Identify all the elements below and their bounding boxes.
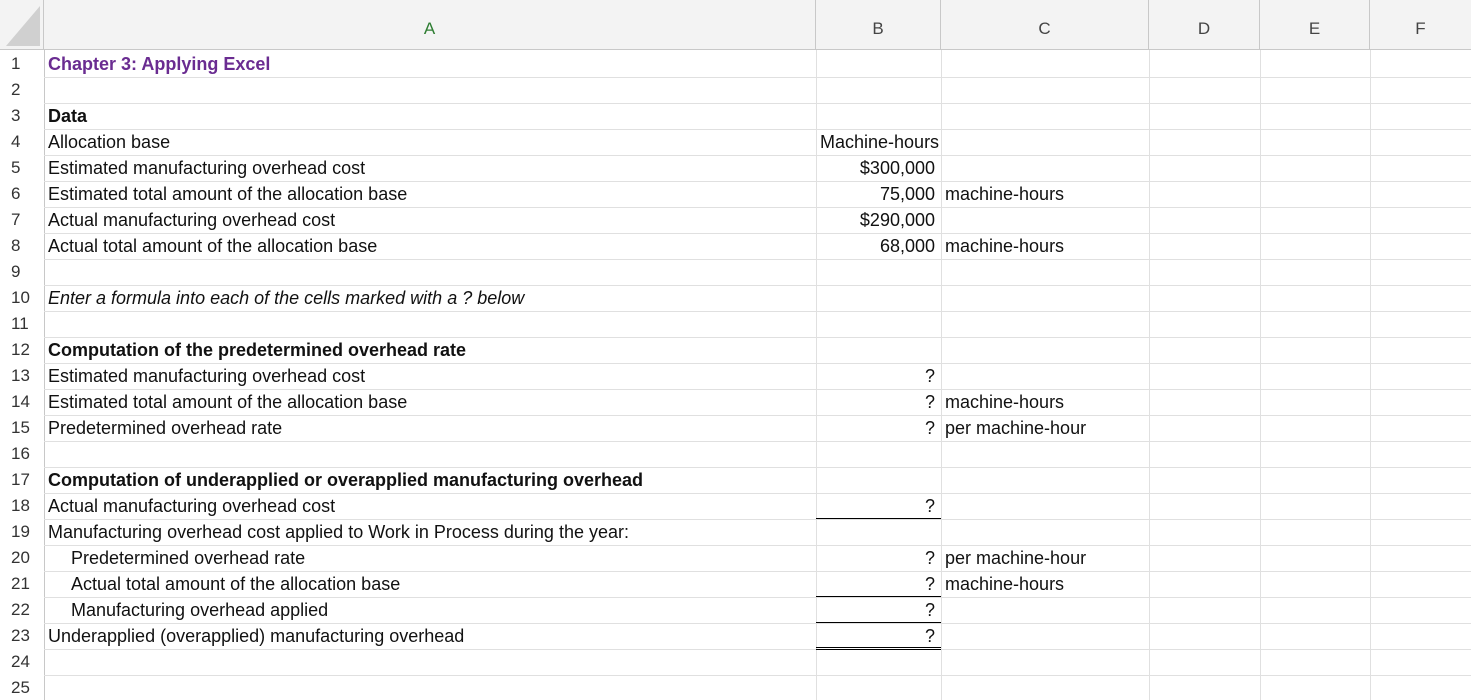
cell-e14[interactable] bbox=[1260, 389, 1370, 415]
cell-c5[interactable] bbox=[941, 155, 1149, 181]
cell-f23[interactable] bbox=[1370, 623, 1471, 649]
cell-a9[interactable] bbox=[44, 259, 816, 285]
cell-f19[interactable] bbox=[1370, 519, 1471, 545]
cell-e12[interactable] bbox=[1260, 337, 1370, 363]
cell-e17[interactable] bbox=[1260, 467, 1370, 493]
cell-e3[interactable] bbox=[1260, 103, 1370, 129]
cell-d2[interactable] bbox=[1149, 77, 1260, 103]
cell-a23[interactable]: Underapplied (overapplied) manufacturing overhead bbox=[48, 625, 465, 646]
cell-d9[interactable] bbox=[1149, 259, 1260, 285]
cell-f24[interactable] bbox=[1370, 649, 1471, 675]
cell-f13[interactable] bbox=[1370, 363, 1471, 389]
cell-a2[interactable] bbox=[44, 77, 816, 103]
cell-d19[interactable] bbox=[1149, 519, 1260, 545]
cell-d22[interactable] bbox=[1149, 597, 1260, 623]
cell-e19[interactable] bbox=[1260, 519, 1370, 545]
cell-e9[interactable] bbox=[1260, 259, 1370, 285]
cell-c11[interactable] bbox=[941, 311, 1149, 337]
cell-a7[interactable]: Actual manufacturing overhead cost bbox=[48, 209, 336, 230]
row-header-18[interactable]: 18 bbox=[0, 493, 44, 519]
cell-b18-bottom-border bbox=[816, 518, 941, 519]
cell-c21[interactable]: machine-hours bbox=[945, 573, 1065, 594]
row-header-1[interactable]: 1 bbox=[0, 51, 44, 77]
cell-b1[interactable] bbox=[816, 51, 941, 77]
cell-e11[interactable] bbox=[1260, 311, 1370, 337]
column-header-d[interactable]: D bbox=[1149, 0, 1260, 50]
cell-c24[interactable] bbox=[941, 649, 1149, 675]
cell-e15[interactable] bbox=[1260, 415, 1370, 441]
cell-d10[interactable] bbox=[1149, 285, 1260, 311]
cell-d6[interactable] bbox=[1149, 181, 1260, 207]
row-header-4[interactable]: 4 bbox=[0, 129, 44, 155]
cell-a6[interactable]: Estimated total amount of the allocation base bbox=[48, 183, 408, 204]
cell-a16[interactable] bbox=[44, 441, 816, 467]
cell-e13[interactable] bbox=[1260, 363, 1370, 389]
cell-a13[interactable]: Estimated manufacturing overhead cost bbox=[48, 365, 366, 386]
cell-b21[interactable]: ? bbox=[924, 573, 935, 594]
cell-c23[interactable] bbox=[941, 623, 1149, 649]
cell-a24[interactable] bbox=[44, 649, 816, 675]
column-header-f[interactable]: F bbox=[1370, 0, 1471, 50]
cell-d20[interactable] bbox=[1149, 545, 1260, 571]
cell-a4[interactable]: Allocation base bbox=[48, 131, 171, 152]
cell-f7[interactable] bbox=[1370, 207, 1471, 233]
row-header-23[interactable]: 23 bbox=[0, 623, 44, 649]
row-header-5[interactable]: 5 bbox=[0, 155, 44, 181]
cell-b16[interactable] bbox=[816, 441, 941, 467]
cell-f11[interactable] bbox=[1370, 311, 1471, 337]
row-header-8[interactable]: 8 bbox=[0, 233, 44, 259]
cell-b6[interactable]: 75,000 bbox=[879, 183, 935, 204]
cell-c8[interactable]: machine-hours bbox=[945, 235, 1065, 256]
cell-a22[interactable]: Manufacturing overhead applied bbox=[71, 599, 329, 620]
cell-d12[interactable] bbox=[1149, 337, 1260, 363]
cell-b20[interactable]: ? bbox=[924, 547, 935, 568]
cell-f4[interactable] bbox=[1370, 129, 1471, 155]
cell-b7[interactable]: $290,000 bbox=[859, 209, 935, 230]
cell-f25[interactable] bbox=[1370, 675, 1471, 700]
cell-d21[interactable] bbox=[1149, 571, 1260, 597]
row-header-3[interactable]: 3 bbox=[0, 103, 44, 129]
select-all-corner[interactable] bbox=[0, 0, 44, 50]
cell-b10[interactable] bbox=[816, 285, 941, 311]
select-all-triangle-icon bbox=[6, 6, 40, 46]
cell-a8[interactable]: Actual total amount of the allocation base bbox=[48, 235, 378, 256]
cell-b18[interactable]: ? bbox=[924, 495, 935, 516]
cell-f16[interactable] bbox=[1370, 441, 1471, 467]
cell-b14[interactable]: ? bbox=[924, 391, 935, 412]
cell-f5[interactable] bbox=[1370, 155, 1471, 181]
cell-e6[interactable] bbox=[1260, 181, 1370, 207]
cell-f18[interactable] bbox=[1370, 493, 1471, 519]
cell-b19[interactable] bbox=[816, 519, 941, 545]
row-header-6[interactable]: 6 bbox=[0, 181, 44, 207]
cell-a17[interactable]: Computation of underapplied or overapplied manufacturing overhead bbox=[48, 469, 644, 490]
cell-d25[interactable] bbox=[1149, 675, 1260, 700]
cell-c10[interactable] bbox=[941, 285, 1149, 311]
row-header-21[interactable]: 21 bbox=[0, 571, 44, 597]
cell-f21[interactable] bbox=[1370, 571, 1471, 597]
cell-f10[interactable] bbox=[1370, 285, 1471, 311]
row-header-22[interactable]: 22 bbox=[0, 597, 44, 623]
cell-b5[interactable]: $300,000 bbox=[859, 157, 935, 178]
cell-a11[interactable] bbox=[44, 311, 816, 337]
cell-d13[interactable] bbox=[1149, 363, 1260, 389]
cell-b13[interactable]: ? bbox=[924, 365, 935, 386]
row-header-25[interactable]: 25 bbox=[0, 675, 44, 700]
cell-e20[interactable] bbox=[1260, 545, 1370, 571]
cell-e24[interactable] bbox=[1260, 649, 1370, 675]
cell-c19[interactable] bbox=[941, 519, 1149, 545]
cell-b2[interactable] bbox=[816, 77, 941, 103]
column-header-a[interactable]: A bbox=[44, 0, 816, 50]
row-header-9[interactable]: 9 bbox=[0, 259, 44, 285]
cell-b21-bottom-border bbox=[816, 596, 941, 597]
cell-e21[interactable] bbox=[1260, 571, 1370, 597]
cell-c6[interactable]: machine-hours bbox=[945, 183, 1065, 204]
cell-f22[interactable] bbox=[1370, 597, 1471, 623]
cell-a3[interactable]: Data bbox=[48, 105, 88, 126]
cell-f6[interactable] bbox=[1370, 181, 1471, 207]
cell-c7[interactable] bbox=[941, 207, 1149, 233]
cell-b9[interactable] bbox=[816, 259, 941, 285]
cell-e4[interactable] bbox=[1260, 129, 1370, 155]
cell-b22-bottom-border bbox=[816, 622, 941, 623]
cell-e22[interactable] bbox=[1260, 597, 1370, 623]
cell-b24[interactable] bbox=[816, 649, 941, 675]
cell-c20[interactable]: per machine-hour bbox=[945, 547, 1087, 568]
cell-c4[interactable] bbox=[941, 129, 1149, 155]
cell-b12[interactable] bbox=[816, 337, 941, 363]
cell-a21[interactable]: Actual total amount of the allocation base bbox=[71, 573, 401, 594]
row-header-17[interactable]: 17 bbox=[0, 467, 44, 493]
cell-a19[interactable]: Manufacturing overhead cost applied to Work in Process during the year: bbox=[48, 521, 629, 542]
cell-c14[interactable]: machine-hours bbox=[945, 391, 1065, 412]
cell-c16[interactable] bbox=[941, 441, 1149, 467]
row-header-16[interactable]: 16 bbox=[0, 441, 44, 467]
cell-d1[interactable] bbox=[1149, 51, 1260, 77]
column-header-e[interactable]: E bbox=[1260, 0, 1370, 50]
row-header-11[interactable]: 11 bbox=[0, 311, 44, 337]
cell-a20[interactable]: Predetermined overhead rate bbox=[71, 547, 306, 568]
cell-f9[interactable] bbox=[1370, 259, 1471, 285]
cell-d14[interactable] bbox=[1149, 389, 1260, 415]
cell-d5[interactable] bbox=[1149, 155, 1260, 181]
cell-f15[interactable] bbox=[1370, 415, 1471, 441]
cell-e8[interactable] bbox=[1260, 233, 1370, 259]
cell-b22[interactable]: ? bbox=[924, 599, 935, 620]
cell-e23[interactable] bbox=[1260, 623, 1370, 649]
cell-c3[interactable] bbox=[941, 103, 1149, 129]
cell-e7[interactable] bbox=[1260, 207, 1370, 233]
cell-c13[interactable] bbox=[941, 363, 1149, 389]
cell-d7[interactable] bbox=[1149, 207, 1260, 233]
cell-c9[interactable] bbox=[941, 259, 1149, 285]
cell-f17[interactable] bbox=[1370, 467, 1471, 493]
row-header-13[interactable]: 13 bbox=[0, 363, 44, 389]
cell-c2[interactable] bbox=[941, 77, 1149, 103]
cell-b17[interactable] bbox=[816, 467, 941, 493]
cell-b23-double-bottom-border bbox=[816, 647, 941, 650]
cell-c18[interactable] bbox=[941, 493, 1149, 519]
row-header-7[interactable]: 7 bbox=[0, 207, 44, 233]
column-header-b[interactable]: B bbox=[816, 0, 941, 50]
cell-a10[interactable]: Enter a formula into each of the cells marked with a ? below bbox=[48, 287, 525, 308]
row-header-15[interactable]: 15 bbox=[0, 415, 44, 441]
row-header-19[interactable]: 19 bbox=[0, 519, 44, 545]
cell-e10[interactable] bbox=[1260, 285, 1370, 311]
cell-c1[interactable] bbox=[941, 51, 1149, 77]
cell-c12[interactable] bbox=[941, 337, 1149, 363]
cell-a18[interactable]: Actual manufacturing overhead cost bbox=[48, 495, 336, 516]
cell-e16[interactable] bbox=[1260, 441, 1370, 467]
cell-f8[interactable] bbox=[1370, 233, 1471, 259]
cell-d24[interactable] bbox=[1149, 649, 1260, 675]
cell-a15[interactable]: Predetermined overhead rate bbox=[48, 417, 283, 438]
cell-d18[interactable] bbox=[1149, 493, 1260, 519]
row-header-14[interactable]: 14 bbox=[0, 389, 44, 415]
cell-a5[interactable]: Estimated manufacturing overhead cost bbox=[48, 157, 366, 178]
cell-a12[interactable]: Computation of the predetermined overhead rate bbox=[48, 339, 467, 360]
cell-e2[interactable] bbox=[1260, 77, 1370, 103]
cell-b8[interactable]: 68,000 bbox=[879, 235, 935, 256]
cell-f12[interactable] bbox=[1370, 337, 1471, 363]
cell-d8[interactable] bbox=[1149, 233, 1260, 259]
column-header-c[interactable]: C bbox=[941, 0, 1149, 50]
cell-d17[interactable] bbox=[1149, 467, 1260, 493]
cell-d15[interactable] bbox=[1149, 415, 1260, 441]
cell-b15[interactable]: ? bbox=[924, 417, 935, 438]
cell-e5[interactable] bbox=[1260, 155, 1370, 181]
cell-c15[interactable]: per machine-hour bbox=[945, 417, 1087, 438]
cell-f1[interactable] bbox=[1370, 51, 1471, 77]
cell-d4[interactable] bbox=[1149, 129, 1260, 155]
row-header-2[interactable]: 2 bbox=[0, 77, 44, 103]
cell-a25[interactable] bbox=[44, 675, 816, 700]
cell-c17[interactable] bbox=[941, 467, 1149, 493]
cell-b11[interactable] bbox=[816, 311, 941, 337]
cell-d23[interactable] bbox=[1149, 623, 1260, 649]
cell-e1[interactable] bbox=[1260, 51, 1370, 77]
cell-d16[interactable] bbox=[1149, 441, 1260, 467]
cell-a1[interactable]: Chapter 3: Applying Excel bbox=[48, 53, 271, 74]
row-header-12[interactable]: 12 bbox=[0, 337, 44, 363]
cell-e25[interactable] bbox=[1260, 675, 1370, 700]
cell-f3[interactable] bbox=[1370, 103, 1471, 129]
cell-b25[interactable] bbox=[816, 675, 941, 700]
cell-c22[interactable] bbox=[941, 597, 1149, 623]
cell-b23[interactable]: ? bbox=[924, 625, 935, 646]
cell-a14[interactable]: Estimated total amount of the allocation base bbox=[48, 391, 408, 412]
row-header-20[interactable]: 20 bbox=[0, 545, 44, 571]
cell-d11[interactable] bbox=[1149, 311, 1260, 337]
cell-b3[interactable] bbox=[816, 103, 941, 129]
cell-e18[interactable] bbox=[1260, 493, 1370, 519]
cell-f14[interactable] bbox=[1370, 389, 1471, 415]
cell-d3[interactable] bbox=[1149, 103, 1260, 129]
cell-b4[interactable]: Machine-hours bbox=[820, 131, 940, 152]
cell-f2[interactable] bbox=[1370, 77, 1471, 103]
row-header-24[interactable]: 24 bbox=[0, 649, 44, 675]
cell-c25[interactable] bbox=[941, 675, 1149, 700]
row-header-10[interactable]: 10 bbox=[0, 285, 44, 311]
cell-f20[interactable] bbox=[1370, 545, 1471, 571]
